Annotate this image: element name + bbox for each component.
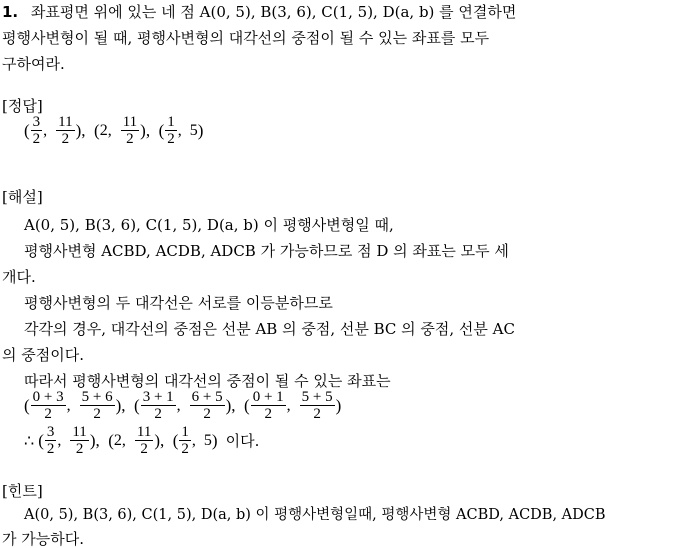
explanation-line-4: 평행사변형의 두 대각선은 서로를 이등분하므로 [24,294,333,312]
answer-1-y: $\frac{11}{2}$ [58,114,73,147]
answer-3-x: $\frac{1}{2}$ [167,114,175,147]
answer-math: ( $\frac{3}{2}$ , $\frac{11}{2}$ ), ( 2 , $\frac{11}{2}$ ), ( $\frac{1}{2}$ , 5 ) [24,114,204,147]
conclusion-3-x: $\frac{1}{2}$ [181,424,189,457]
hint-line-1: A(0, 5), B(3, 6), C(1, 5), D(a, b) 이 평행사변형일때, 평행사변형 ACBD, ACDB, ADCB [24,507,606,523]
conclusion-suffix: 이다. [225,432,260,450]
midpoint-3-x: $\frac{0 + 1}{2}$ [252,389,284,422]
answer-1-x: $\frac{3}{2}$ [32,114,41,147]
answer-3-y: 5 [189,121,198,139]
conclusion-math: ∴ ( $\frac{3}{2}$ , $\frac{11}{2}$ ), ( 2 , $\frac{11}{2}$ ), ( $\frac{1}{2}$ , 5 ) 이다. [24,424,260,457]
answer-2-y: $\frac{11}{2}$ [122,114,138,147]
midpoint-1-x: $\frac{0 + 3}{2}$ [32,389,64,422]
midpoint-2-y: $\frac{6 + 5}{2}$ [191,389,223,422]
explanation-line-3: 개다. [2,268,36,286]
midpoint-formulas: ( $\frac{0 + 3}{2}$ , $\frac{5 + 6}{2}$ ), ( $\frac{3 + 1}{2}$ , $\frac{6 + 5}{2}$ ), ( $\frac{0 + 1}{2}$ , $\frac{5 + 5}{2}$ ) [24,389,342,422]
question-number: 1. [2,3,19,21]
hint-label: [힌트] [2,482,43,500]
conclusion-1-x: $\frac{3}{2}$ [46,424,55,457]
midpoint-3-y: $\frac{5 + 5}{2}$ [301,389,333,422]
explanation-line-2: 평행사변형 ACBD, ACDB, ADCB 가 가능하므로 점 D 의 좌표는 모두 세 [24,242,509,260]
explanation-label: [해설] [2,188,43,206]
hint-line-2: 가 가능하다. [2,530,84,548]
explanation-line-5: 각각의 경우, 대각선의 중점은 선분 AB 의 중점, 선분 BC 의 중점, 선분 AC [24,320,515,338]
answer-label: [정답] [2,97,43,115]
question-line-3: 구하여라. [2,55,65,73]
conclusion-1-y: $\frac{11}{2}$ [72,424,87,457]
answer-2-x: 2 [99,121,108,139]
explanation-line-1: A(0, 5), B(3, 6), C(1, 5), D(a, b) 이 평행사변형일 때, [24,216,394,234]
conclusion-2-y: $\frac{11}{2}$ [136,424,152,457]
midpoint-1-y: $\frac{5 + 6}{2}$ [81,389,113,422]
conclusion-3-y: 5 [203,431,212,449]
therefore-symbol: ∴ [24,432,35,450]
midpoint-2-x: $\frac{3 + 1}{2}$ [142,389,174,422]
conclusion-2-x: 2 [113,431,122,449]
explanation-line-6: 의 중점이다. [2,346,84,364]
question-line-1 [2,3,516,21]
explanation-line-7: 따라서 평행사변형의 대각선의 중점이 될 수 있는 좌표는 [24,372,391,390]
question-text-1: 좌표평면 위에 있는 네 점 A(0, 5), B(3, 6), C(1, 5), D(a, b) 를 연결하면 [30,3,517,21]
question-line-2: 평행사변형이 될 때, 평행사변형의 대각선의 중점이 될 수 있는 좌표를 모두 [2,29,490,47]
